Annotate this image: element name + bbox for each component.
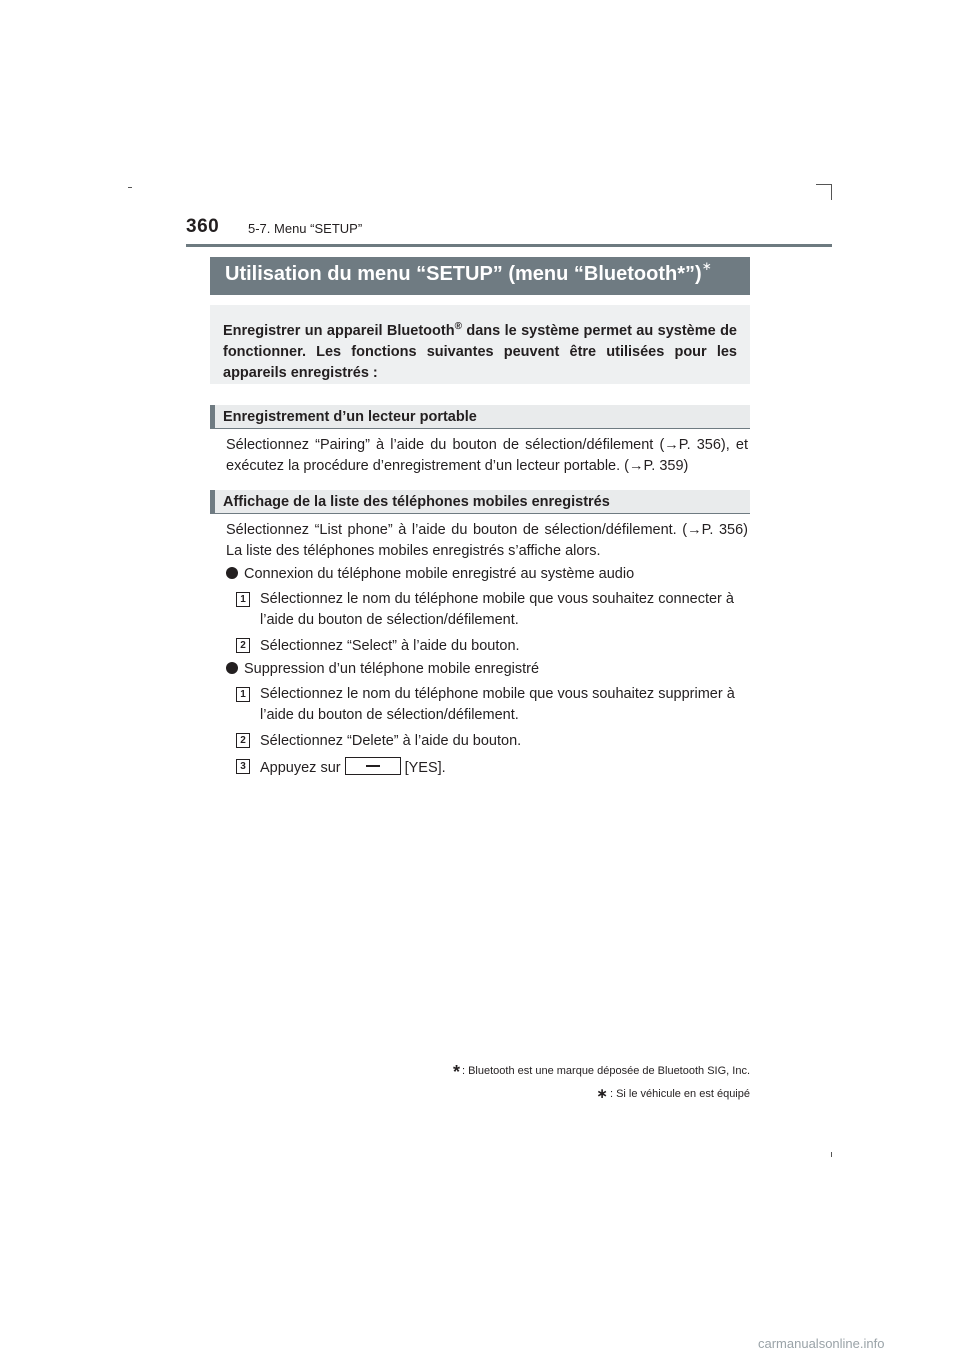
- step-text: Sélectionnez le nom du téléphone mobile que vous souhaitez supprimer à l’aide du bouton de sélection/défilement.: [260, 686, 735, 723]
- watermark: carmanualsonline.info: [758, 1336, 885, 1351]
- crop-mark: [128, 187, 132, 188]
- section-heading-portable-player: Enregistrement d’un lecteur portable: [210, 405, 750, 429]
- step-text-before: Appuyez sur: [260, 760, 341, 776]
- footnote-text: : Bluetooth est une marque déposée de Bluetooth SIG, Inc.: [461, 1065, 750, 1077]
- title-trademark-mark: *: [677, 263, 686, 285]
- bullet-delete: [226, 659, 539, 680]
- registered-mark: ®: [454, 321, 462, 332]
- intro-text-part2: dans le système permet au système de fonctionner. Les fonctions suivantes peuvent être utilisées pour les appareils enregistrés :: [223, 322, 737, 381]
- step-number-badge: 1: [236, 687, 250, 702]
- enter-key-icon: [345, 757, 401, 775]
- step-text-after: [YES].: [404, 760, 446, 776]
- title-text-end: ”): [685, 263, 702, 285]
- asterisk-mark: *: [452, 1062, 460, 1082]
- title-text: Utilisation du menu “SETUP” (menu “Bluetooth: [225, 263, 678, 285]
- crop-mark: [831, 1152, 832, 1157]
- step-text: Sélectionnez le nom du téléphone mobile que vous souhaitez connecter à l’aide du bouton de sélection/défilement.: [260, 591, 734, 628]
- section-reference: 5-7. Menu “SETUP”: [248, 221, 363, 236]
- intro-box: [210, 305, 750, 384]
- bullet-label: Connexion du téléphone mobile enregistré au système audio: [244, 566, 635, 582]
- step-number-badge: 3: [236, 759, 250, 774]
- intro-text-part1: Enregistrer un appareil Bluetooth: [223, 322, 455, 339]
- title-equipment-mark: ∗: [701, 259, 712, 273]
- section-heading-phone-list: Affichage de la liste des téléphones mobiles enregistrés: [210, 490, 750, 514]
- bullet-dot-icon: [226, 662, 238, 674]
- footnote-trademark: [453, 1062, 750, 1083]
- header-rule: [186, 244, 832, 247]
- step-text: Sélectionnez “Delete” à l’aide du bouton.: [260, 733, 522, 749]
- bullet-connect: [226, 564, 634, 585]
- bullet-label: Suppression d’un téléphone mobile enregistré: [244, 661, 540, 677]
- bullet-dot-icon: [226, 567, 238, 579]
- crop-mark: [816, 184, 832, 185]
- step-text-press-key: [260, 757, 750, 779]
- page-title: [210, 257, 750, 295]
- crop-mark: [831, 184, 832, 200]
- page-number: 360: [186, 216, 220, 237]
- step-number-badge: 1: [236, 592, 250, 607]
- section-body-list-phone: Sélectionnez “List phone” à l’aide du bouton de sélection/défilement. (→P. 356) La liste des téléphones mobiles enregistrés s’affiche alors.: [226, 522, 748, 559]
- step-number-badge: 2: [236, 733, 250, 748]
- footnote-equipment: [596, 1085, 750, 1102]
- equipment-mark: ∗: [596, 1085, 608, 1101]
- section-body-pairing: Sélectionnez “Pairing” à l’aide du bouton de sélection/défilement (→P. 356), et exécutez la procédure d’enregistrement d’un lecteur portable. (→P. 359): [226, 437, 748, 474]
- footnote-text: : Si le véhicule en est équipé: [609, 1088, 750, 1100]
- step-number-badge: 2: [236, 638, 250, 653]
- step-text: Sélectionnez “Select” à l’aide du bouton.: [260, 638, 520, 654]
